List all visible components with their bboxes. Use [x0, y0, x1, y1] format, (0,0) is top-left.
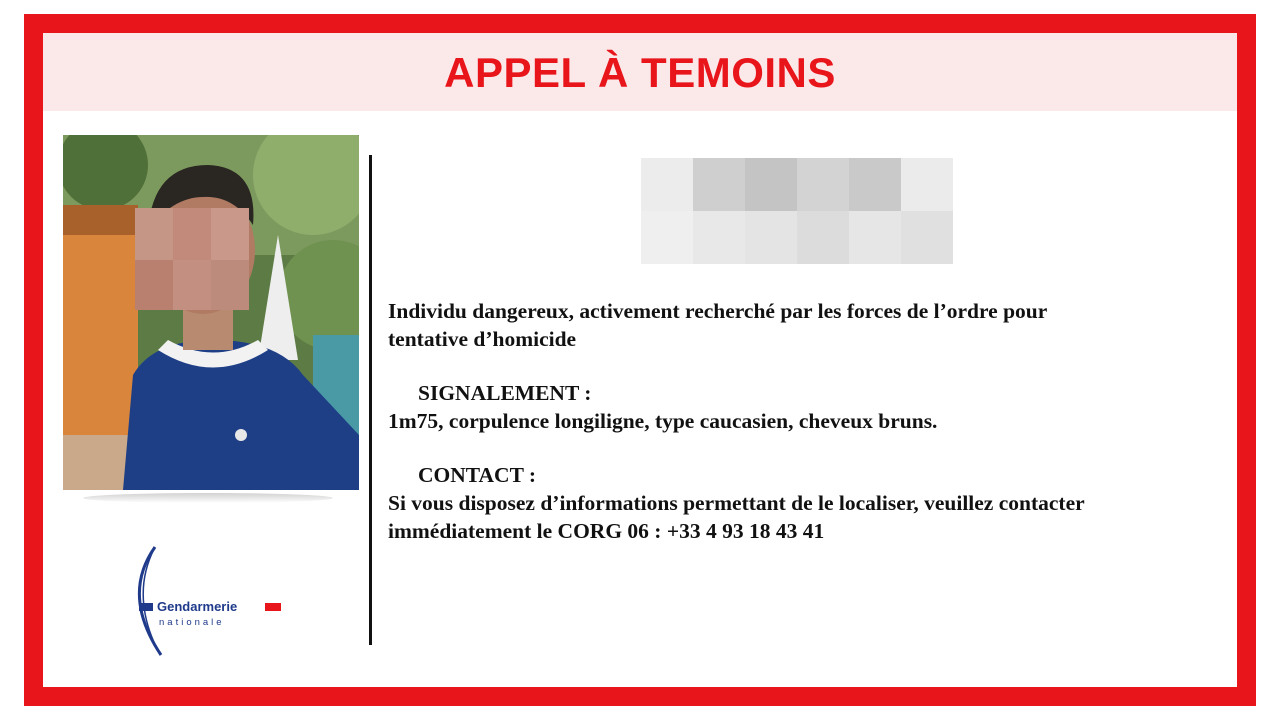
contact-heading: CONTACT :: [418, 463, 537, 487]
title-band: [43, 33, 1237, 111]
signalement-heading: SIGNALEMENT :: [418, 381, 592, 405]
contact-line-1: Si vous disposez d’informations permettant de le localiser, veuillez contacter: [388, 491, 1085, 515]
red-frame: [24, 14, 1256, 706]
logo-text-nationale: nationale: [159, 617, 225, 628]
notice-title: APPEL À TEMOINS: [444, 49, 836, 96]
contact-line-2: immédiatement le CORG 06 : +33 4 93 18 43 41: [388, 519, 825, 543]
intro-line-2: tentative d’homicide: [388, 327, 577, 351]
photo-shadow: [83, 493, 333, 503]
suspect-photo: [63, 135, 359, 490]
vertical-divider: [369, 155, 372, 645]
pixelated-name-icon: [641, 158, 953, 264]
notice-panel: [43, 33, 1237, 687]
signalement-text: 1m75, corpulence longiligne, type caucasien, cheveux bruns.: [388, 409, 938, 433]
gendarmerie-logo: [127, 545, 287, 657]
intro-line-1: Individu dangereux, activement recherché par les forces de l’ordre pour: [388, 299, 1048, 323]
logo-text-gendarmerie: Gendarmerie: [157, 599, 238, 614]
notice-text: [388, 297, 1188, 545]
